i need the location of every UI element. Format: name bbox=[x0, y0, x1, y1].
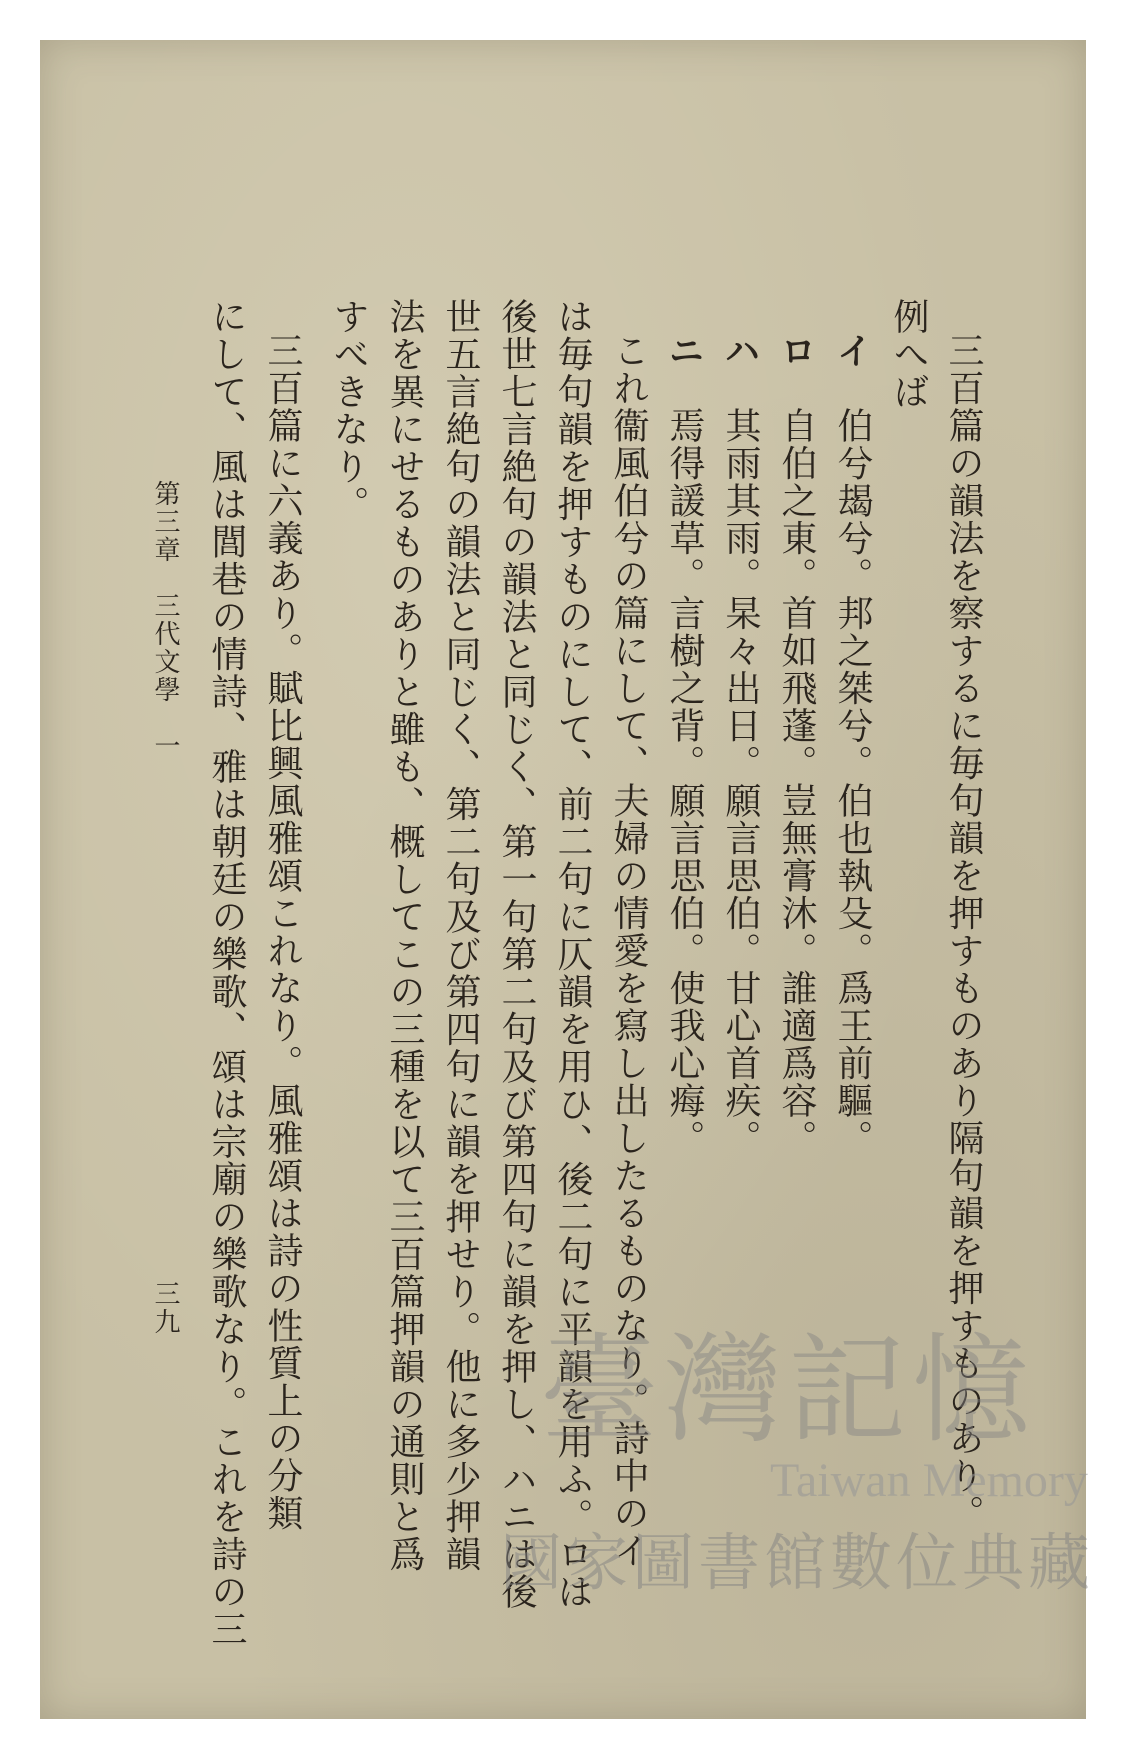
verse-label-ha: ハ bbox=[719, 332, 761, 370]
running-footer-chapter: 第三章 三代文學 一 bbox=[150, 480, 180, 760]
text-column-10: 世五言絶句の韻法と同じく、第二句及び第四句に韻を押せり。他に多少押韻 bbox=[440, 298, 481, 1573]
verse-text-ha: 其雨其雨。杲々出日。願言思伯。甘心首疾。 bbox=[720, 407, 761, 1157]
text-column-12: すべきなり。 bbox=[328, 298, 369, 523]
verse-column-i bbox=[831, 332, 873, 1157]
verse-label-ro: ロ bbox=[775, 332, 817, 370]
verse-label-ni: ニ bbox=[663, 332, 705, 370]
verse-text-ni: 焉得諼草。言樹之背。願言思伯。使我心痗。 bbox=[664, 407, 705, 1157]
verse-text-ro: 自伯之東。首如飛蓬。豈無膏沐。誰適爲容。 bbox=[776, 407, 817, 1157]
page-number: 三九 bbox=[150, 1280, 180, 1336]
text-column-7: これ衞風伯兮の篇にして、夫婦の情愛を寫し出したるものなり。詩中のイ bbox=[608, 332, 649, 1570]
text-column-11: 法を異にせるものありと雖も、概してこの三種を以て三百篇押韻の通則と爲 bbox=[384, 298, 425, 1573]
verse-label-i: イ bbox=[831, 332, 873, 370]
text-column-9: 後世七言絶句の韻法と同じく、第一句第二句及び第四句に韻を押し、ハニは後 bbox=[496, 298, 537, 1611]
watermark-chinese: 國家圖書館數位典藏 bbox=[500, 1526, 1095, 1599]
watermark-calligraphy: 臺灣記憶 bbox=[540, 1321, 1037, 1459]
verse-column-ni bbox=[663, 332, 705, 1157]
verse-column-ro bbox=[775, 332, 817, 1157]
text-column-14: にして、風は閭巷の情詩、雅は朝廷の樂歌、頌は宗廟の樂歌なり。これを詩の三 bbox=[206, 298, 247, 1648]
text-column-8: は毎句韻を押すものにして、前二句に仄韻を用ひ、後二句に平韻を用ふ。ロは bbox=[552, 298, 593, 1611]
text-column-13: 三百篇に六義あり。賦比興風雅頌これなり。風雅頌は詩の性質上の分類 bbox=[262, 332, 303, 1532]
text-column-2: 例へば bbox=[888, 298, 929, 411]
scanned-page bbox=[40, 40, 1086, 1719]
verse-column-ha bbox=[719, 332, 761, 1157]
text-column-1: 三百篇の韻法を察するに毎句韻を押すものあり隔句韻を押すものあり。 bbox=[943, 332, 984, 1532]
watermark-english: Taiwan Memory bbox=[770, 1454, 1088, 1507]
verse-text-i: 伯兮朅兮。邦之桀兮。伯也執殳。爲王前驅。 bbox=[832, 407, 873, 1157]
